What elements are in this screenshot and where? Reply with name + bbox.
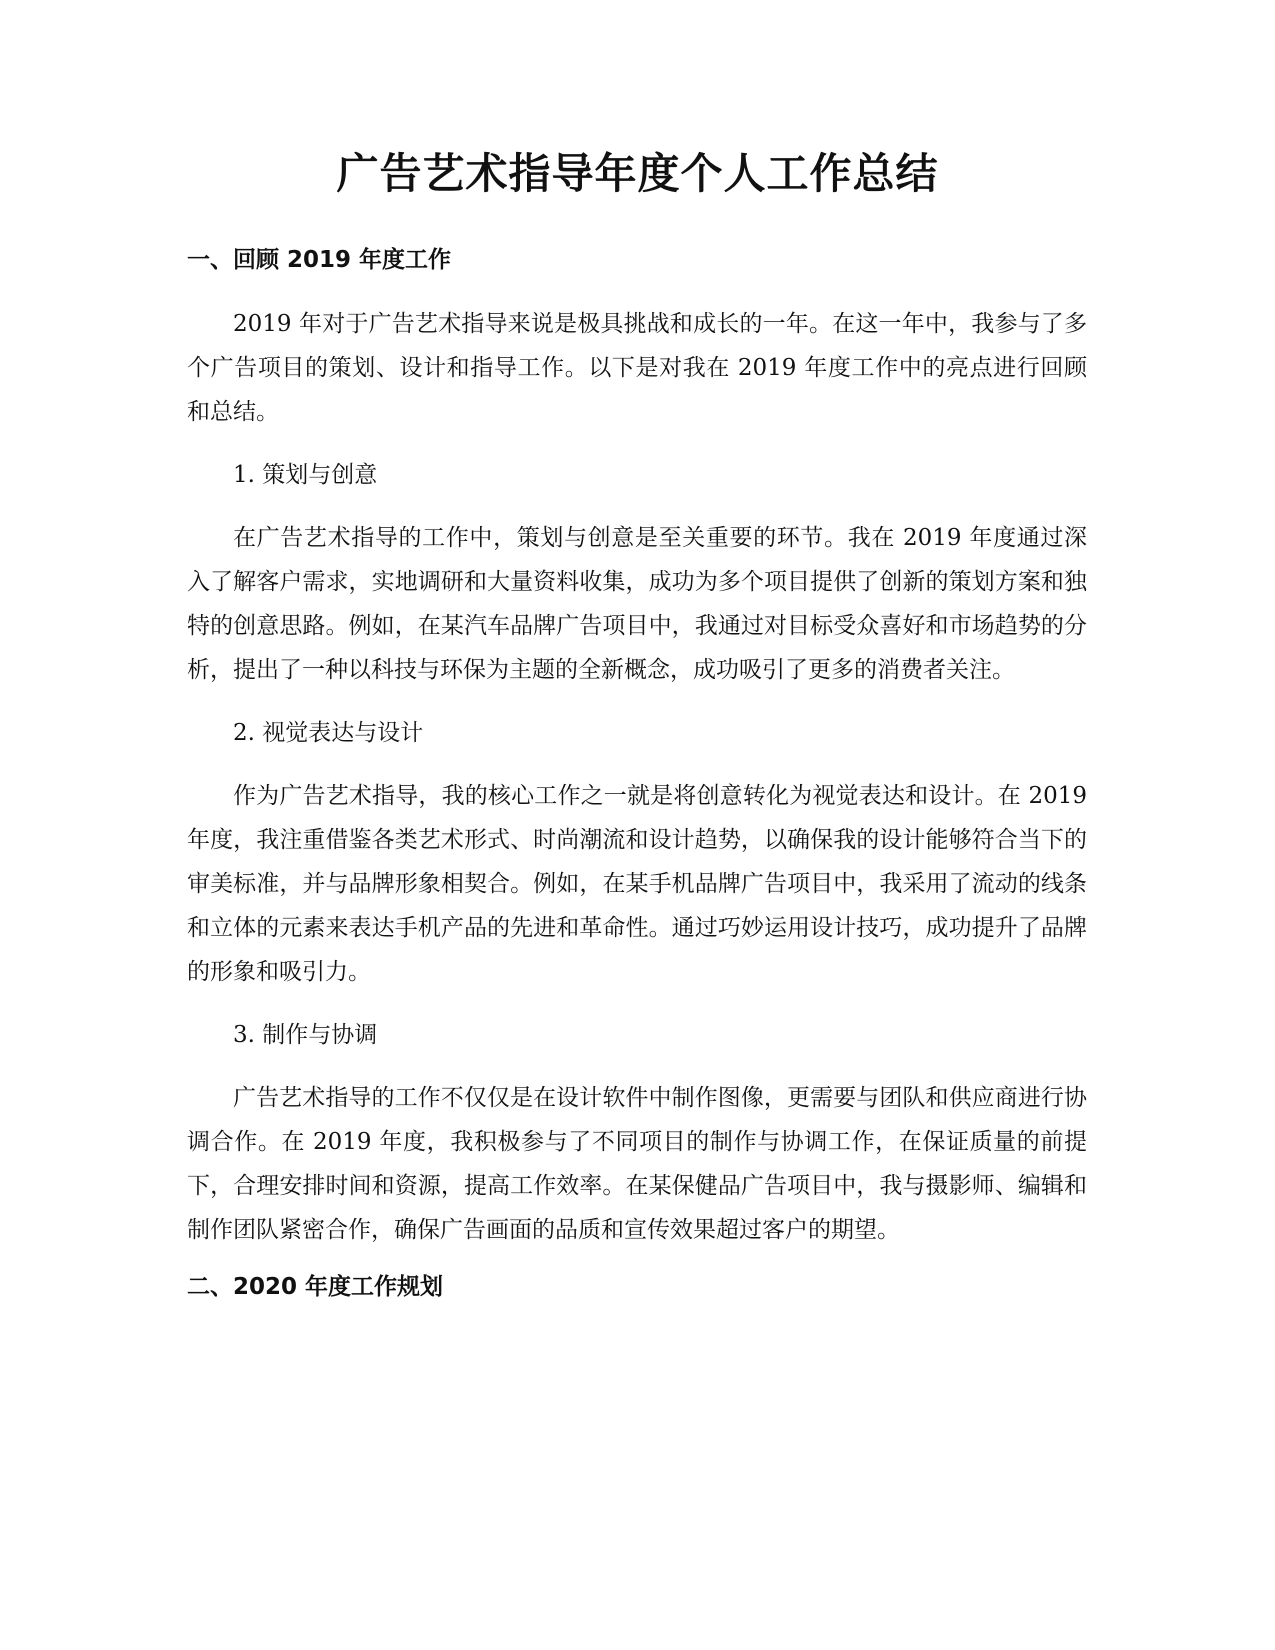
subsection-body-planning: 在广告艺术指导的工作中，策划与创意是至关重要的环节。我在 2019 年度通过深入了解客户需求，实地调研和大量资料收集，成功为多个项目提供了创新的策划方案和独特的创意思路。例如，在某汽车品牌广告项目中，我通过对目标受众喜好和市场趋势的分析，提出了一种以科技与环保为主题的全新概念，成功吸引了更多的消费者关注。 xyxy=(187,525,1087,683)
subsection-body-visual-design: 作为广告艺术指导，我的核心工作之一就是将创意转化为视觉表达和设计。在 2019 年度，我注重借鉴各类艺术形式、时尚潮流和设计趋势，以确保我的设计能够符合当下的审美标准，并与品牌形象相契合。例如，在某手机品牌广告项目中，我采用了流动的线条和立体的元素来表达手机产品的先进和革命性。通过巧妙运用设计技巧，成功提升了品牌的形象和吸引力。 xyxy=(187,783,1087,985)
subsection-title-planning: 1. 策划与创意 xyxy=(233,462,378,488)
document-title: 广告艺术指导年度个人工作总结 xyxy=(336,149,939,198)
subsection-title-production: 3. 制作与协调 xyxy=(233,1022,378,1048)
subsection-body-production: 广告艺术指导的工作不仅仅是在设计软件中制作图像，更需要与团队和供应商进行协调合作。在 2019 年度，我积极参与了不同项目的制作与协调工作，在保证质量的前提下，合理安排时间和资源，提高工作效率。在某保健品广告项目中，我与摄影师、编辑和制作团队紧密合作，确保广告画面的品质和宣传效果超过客户的期望。 xyxy=(187,1085,1087,1243)
subsection-title-visual-design: 2. 视觉表达与设计 xyxy=(233,720,424,746)
section-heading-plan-2020: 二、2020 年度工作规划 xyxy=(187,1274,444,1300)
section-intro-paragraph: 2019 年对于广告艺术指导来说是极具挑战和成长的一年。在这一年中，我参与了多个广告项目的策划、设计和指导工作。以下是对我在 2019 年度工作中的亮点进行回顾和总结。 xyxy=(187,311,1087,425)
document-body xyxy=(187,244,1087,1329)
section-heading-review-2019: 一、回顾 2019 年度工作 xyxy=(187,247,452,273)
